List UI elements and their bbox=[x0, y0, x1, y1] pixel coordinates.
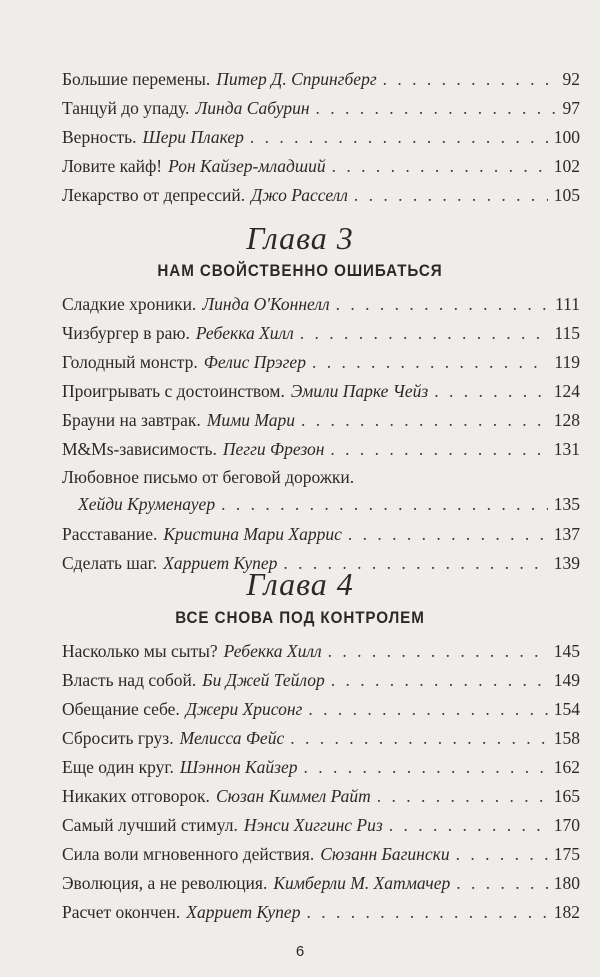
entry-author: Кимберли М. Хатмачер bbox=[273, 873, 451, 893]
dot-leader bbox=[383, 68, 557, 90]
entry-author: Харриет Купер bbox=[186, 902, 301, 922]
entry-author: Пегги Фрезон bbox=[222, 439, 325, 459]
entry-author: Джери Хрисонг bbox=[185, 699, 303, 719]
entry-title: Эволюция, а не революция. bbox=[62, 873, 268, 893]
entry-page-number: 119 bbox=[554, 352, 580, 372]
entry-author: Ребекка Хилл bbox=[195, 323, 294, 343]
entry-author: Харриет Купер bbox=[163, 553, 278, 573]
toc-entry bbox=[62, 97, 580, 119]
entry-page-number: 139 bbox=[553, 553, 580, 573]
entry-title: Проигрывать с достоинством. bbox=[62, 381, 285, 401]
entry-page-number: 135 bbox=[553, 494, 580, 514]
toc-entry bbox=[62, 901, 580, 923]
entry-page-number: 137 bbox=[553, 524, 580, 544]
toc-entry bbox=[62, 126, 580, 148]
dot-leader bbox=[300, 322, 549, 344]
chapter-subtitle: ВСЕ СНОВА ПОД КОНТРОЛЕМ bbox=[175, 609, 425, 627]
toc-entry bbox=[62, 184, 580, 206]
entry-title: Расчет окончен. bbox=[62, 902, 181, 922]
entry-title: Большие перемены. bbox=[62, 69, 211, 89]
dot-leader bbox=[434, 380, 548, 402]
toc-entry bbox=[62, 669, 580, 691]
toc-entry bbox=[62, 438, 580, 460]
entry-page-number: 158 bbox=[553, 728, 580, 748]
toc-entry bbox=[62, 409, 580, 431]
dot-leader bbox=[354, 184, 548, 206]
chapter-heading: Глава 3 bbox=[246, 220, 354, 256]
dot-leader bbox=[348, 523, 548, 545]
entry-page-number: 170 bbox=[553, 815, 580, 835]
entry-author: Хейди Круменауер bbox=[78, 494, 216, 514]
entry-page-number: 145 bbox=[553, 641, 580, 661]
dot-leader bbox=[301, 409, 548, 431]
toc-entry bbox=[62, 727, 580, 749]
toc-entry bbox=[62, 843, 580, 865]
toc-entry bbox=[62, 293, 580, 315]
entry-page-number: 111 bbox=[555, 294, 580, 314]
toc-entry bbox=[62, 756, 580, 778]
toc-entry bbox=[62, 814, 580, 836]
entry-author: Линда О'Коннелл bbox=[202, 294, 330, 314]
entry-author: Сюзан Киммел Райт bbox=[215, 786, 371, 806]
toc-entry bbox=[62, 351, 580, 373]
dot-leader bbox=[308, 698, 547, 720]
toc-entry bbox=[62, 466, 580, 515]
dot-leader bbox=[221, 493, 548, 515]
dot-leader bbox=[290, 727, 548, 749]
dot-leader bbox=[328, 640, 548, 662]
toc-entry bbox=[62, 155, 580, 177]
entry-author: Мими Мари bbox=[206, 410, 296, 430]
entry-page-number: 165 bbox=[553, 786, 580, 806]
entry-title: Лекарство от депрессий. bbox=[62, 185, 246, 205]
entry-page-number: 128 bbox=[553, 410, 580, 430]
entry-author: Мелисса Фейс bbox=[179, 728, 285, 748]
page-number: 6 bbox=[295, 943, 305, 960]
entry-author: Джо Расселл bbox=[251, 185, 348, 205]
toc-entry bbox=[62, 68, 580, 90]
toc-entry bbox=[62, 640, 580, 662]
entry-page-number: 131 bbox=[553, 439, 580, 459]
entry-author: Би Джей Тейлор bbox=[202, 670, 325, 690]
entry-author: Сюзанн Багински bbox=[320, 844, 450, 864]
toc-entry bbox=[62, 698, 580, 720]
entry-title: Обещание себе. bbox=[62, 699, 180, 719]
entry-author: Ребекка Хилл bbox=[223, 641, 322, 661]
entry-page-number: 175 bbox=[553, 844, 580, 864]
entry-page-number: 124 bbox=[553, 381, 580, 401]
entry-title: Расставание. bbox=[62, 524, 158, 544]
entry-page-number: 115 bbox=[554, 323, 580, 343]
toc-entry bbox=[62, 380, 580, 402]
entry-author: Линда Сабурин bbox=[195, 98, 310, 118]
entry-author: Шэннон Кайзер bbox=[179, 757, 298, 777]
toc-entry bbox=[62, 872, 580, 894]
dot-leader bbox=[332, 155, 548, 177]
entry-page-number: 105 bbox=[553, 185, 580, 205]
entry-title: M&Ms-зависимость. bbox=[62, 439, 217, 459]
entry-title: Верность. bbox=[62, 127, 137, 147]
entry-title: Ловите кайф! bbox=[62, 156, 163, 176]
toc-entry bbox=[62, 785, 580, 807]
dot-leader bbox=[377, 785, 548, 807]
dot-leader bbox=[389, 814, 548, 836]
toc-entry bbox=[62, 523, 580, 545]
entry-author: Шери Плакер bbox=[142, 127, 244, 147]
chapter-heading: Глава 4 bbox=[246, 566, 354, 602]
dot-leader bbox=[330, 438, 547, 460]
entry-title: Самый лучший стимул. bbox=[62, 815, 238, 835]
entry-page-number: 100 bbox=[553, 127, 580, 147]
entry-title: Сбросить груз. bbox=[62, 728, 174, 748]
dot-leader bbox=[456, 843, 548, 865]
entry-page-number: 97 bbox=[562, 98, 580, 118]
entry-title: Чизбургер в раю. bbox=[62, 323, 190, 343]
dot-leader bbox=[316, 97, 557, 119]
entry-title: Брауни на завтрак. bbox=[62, 410, 201, 430]
entry-title: Танцуй до упаду. bbox=[62, 98, 190, 118]
entry-title: Голодный монстр. bbox=[62, 352, 198, 372]
entry-page-number: 154 bbox=[553, 699, 580, 719]
dot-leader bbox=[312, 351, 548, 373]
entry-title: Любовное письмо от беговой дорожки. bbox=[62, 467, 355, 487]
entry-author: Фелис Прэгер bbox=[203, 352, 306, 372]
entry-title: Власть над собой. bbox=[62, 670, 197, 690]
entry-title: Сделать шаг. bbox=[62, 553, 158, 573]
entry-page-number: 102 bbox=[553, 156, 580, 176]
entry-page-number: 149 bbox=[553, 670, 580, 690]
entry-title: Сила воли мгновенного действия. bbox=[62, 844, 315, 864]
dot-leader bbox=[304, 756, 548, 778]
dot-leader bbox=[456, 872, 548, 894]
entry-page-number: 182 bbox=[553, 902, 580, 922]
entry-author: Нэнси Хиггинс Риз bbox=[243, 815, 383, 835]
entry-page-number: 92 bbox=[562, 69, 580, 89]
dot-leader bbox=[331, 669, 548, 691]
entry-author: Питер Д. Спрингберг bbox=[216, 69, 377, 89]
entry-title: Никаких отговорок. bbox=[62, 786, 210, 806]
entry-author: Кристина Мари Харрис bbox=[163, 524, 342, 544]
entry-page-number: 162 bbox=[553, 757, 580, 777]
entry-title: Насколько мы сыты? bbox=[62, 641, 218, 661]
entry-title: Сладкие хроники. bbox=[62, 294, 197, 314]
entry-author: Эмили Парке Чейз bbox=[290, 381, 429, 401]
dot-leader bbox=[250, 126, 548, 148]
entry-page-number: 180 bbox=[553, 873, 580, 893]
entry-author: Рон Кайзер-младший bbox=[168, 156, 326, 176]
dot-leader bbox=[306, 901, 547, 923]
dot-leader bbox=[336, 293, 549, 315]
toc-entry bbox=[62, 322, 580, 344]
chapter-subtitle: НАМ СВОЙСТВЕННО ОШИБАТЬСЯ bbox=[157, 262, 443, 280]
entry-title: Еще один круг. bbox=[62, 757, 174, 777]
